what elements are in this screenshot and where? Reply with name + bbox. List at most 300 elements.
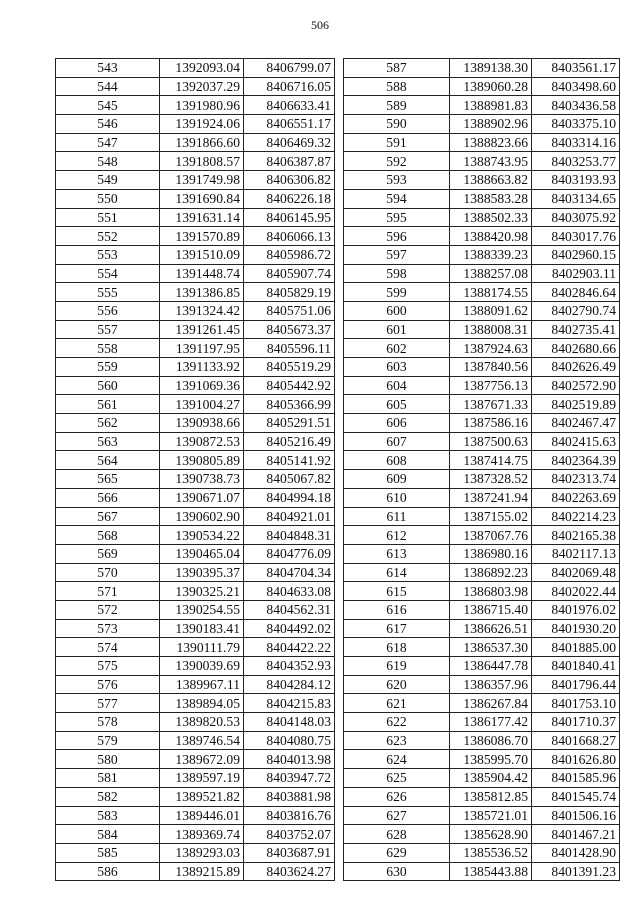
- x-coordinate-cell: 1387671.33: [450, 395, 532, 414]
- y-coordinate-cell: 8405907.74: [244, 264, 335, 283]
- x-coordinate-cell: 1388008.31: [450, 320, 532, 339]
- y-coordinate-cell: 8402790.74: [532, 301, 620, 320]
- point-number-cell: 578: [56, 713, 160, 732]
- x-coordinate-cell: 1390938.66: [160, 414, 244, 433]
- table-row: [56, 133, 335, 152]
- x-coordinate-cell: 1390325.21: [160, 582, 244, 601]
- y-coordinate-cell: 8402519.89: [532, 395, 620, 414]
- table-row: [56, 320, 335, 339]
- table-row: [56, 189, 335, 208]
- table-row: [344, 115, 620, 134]
- x-coordinate-cell: 1390111.79: [160, 638, 244, 657]
- x-coordinate-cell: 1390534.22: [160, 526, 244, 545]
- x-coordinate-cell: 1386892.23: [450, 563, 532, 582]
- point-number-cell: 553: [56, 245, 160, 264]
- point-number-cell: 596: [344, 227, 450, 246]
- point-number-cell: 624: [344, 750, 450, 769]
- x-coordinate-cell: 1388091.62: [450, 301, 532, 320]
- table-row: [344, 395, 620, 414]
- x-coordinate-cell: 1391631.14: [160, 208, 244, 227]
- x-coordinate-cell: 1385443.88: [450, 862, 532, 881]
- table-row: [344, 227, 620, 246]
- point-number-cell: 604: [344, 376, 450, 395]
- x-coordinate-cell: 1391510.09: [160, 245, 244, 264]
- point-number-cell: 554: [56, 264, 160, 283]
- y-coordinate-cell: 8405673.37: [244, 320, 335, 339]
- point-number-cell: 556: [56, 301, 160, 320]
- table-row: [56, 283, 335, 302]
- y-coordinate-cell: 8404633.08: [244, 582, 335, 601]
- y-coordinate-cell: 8403624.27: [244, 862, 335, 881]
- y-coordinate-cell: 8406066.13: [244, 227, 335, 246]
- table-row: [56, 488, 335, 507]
- x-coordinate-cell: 1385995.70: [450, 750, 532, 769]
- x-coordinate-cell: 1389820.53: [160, 713, 244, 732]
- point-number-cell: 628: [344, 825, 450, 844]
- y-coordinate-cell: 8404080.75: [244, 731, 335, 750]
- x-coordinate-cell: 1388902.96: [450, 115, 532, 134]
- point-number-cell: 611: [344, 507, 450, 526]
- x-coordinate-cell: 1389369.74: [160, 825, 244, 844]
- table-row: [56, 750, 335, 769]
- table-row: [56, 451, 335, 470]
- point-number-cell: 543: [56, 59, 160, 78]
- table-row: [344, 787, 620, 806]
- y-coordinate-cell: 8401585.96: [532, 769, 620, 788]
- table-row: [56, 171, 335, 190]
- point-number-cell: 599: [344, 283, 450, 302]
- table-row: [56, 59, 335, 78]
- table-row: [344, 694, 620, 713]
- y-coordinate-cell: 8403947.72: [244, 769, 335, 788]
- y-coordinate-cell: 8405751.06: [244, 301, 335, 320]
- x-coordinate-cell: 1389672.09: [160, 750, 244, 769]
- y-coordinate-cell: 8402263.69: [532, 488, 620, 507]
- point-number-cell: 576: [56, 675, 160, 694]
- point-number-cell: 601: [344, 320, 450, 339]
- y-coordinate-cell: 8406716.05: [244, 77, 335, 96]
- table-row: [344, 245, 620, 264]
- y-coordinate-cell: 8403881.98: [244, 787, 335, 806]
- x-coordinate-cell: 1387414.75: [450, 451, 532, 470]
- y-coordinate-cell: 8406551.17: [244, 115, 335, 134]
- y-coordinate-cell: 8406387.87: [244, 152, 335, 171]
- point-number-cell: 558: [56, 339, 160, 358]
- x-coordinate-cell: 1391866.60: [160, 133, 244, 152]
- point-number-cell: 549: [56, 171, 160, 190]
- table-row: [56, 657, 335, 676]
- x-coordinate-cell: 1391924.06: [160, 115, 244, 134]
- y-coordinate-cell: 8401626.80: [532, 750, 620, 769]
- x-coordinate-cell: 1385628.90: [450, 825, 532, 844]
- point-number-cell: 600: [344, 301, 450, 320]
- y-coordinate-cell: 8404848.31: [244, 526, 335, 545]
- point-number-cell: 580: [56, 750, 160, 769]
- table-row: [56, 713, 335, 732]
- x-coordinate-cell: 1387586.16: [450, 414, 532, 433]
- table-row: [56, 358, 335, 377]
- table-row: [56, 414, 335, 433]
- point-number-cell: 618: [344, 638, 450, 657]
- y-coordinate-cell: 8404284.12: [244, 675, 335, 694]
- y-coordinate-cell: 8404994.18: [244, 488, 335, 507]
- y-coordinate-cell: 8405141.92: [244, 451, 335, 470]
- x-coordinate-cell: 1387840.56: [450, 358, 532, 377]
- point-number-cell: 555: [56, 283, 160, 302]
- point-number-cell: 575: [56, 657, 160, 676]
- table-row: [344, 189, 620, 208]
- point-number-cell: 608: [344, 451, 450, 470]
- y-coordinate-cell: 8402960.15: [532, 245, 620, 264]
- y-coordinate-cell: 8401467.21: [532, 825, 620, 844]
- point-number-cell: 565: [56, 470, 160, 489]
- y-coordinate-cell: 8405067.82: [244, 470, 335, 489]
- point-number-cell: 544: [56, 77, 160, 96]
- y-coordinate-cell: 8404148.03: [244, 713, 335, 732]
- point-number-cell: 559: [56, 358, 160, 377]
- y-coordinate-cell: 8403687.91: [244, 843, 335, 862]
- point-number-cell: 568: [56, 526, 160, 545]
- table-row: [344, 451, 620, 470]
- point-number-cell: 620: [344, 675, 450, 694]
- x-coordinate-cell: 1388420.98: [450, 227, 532, 246]
- y-coordinate-cell: 8406145.95: [244, 208, 335, 227]
- x-coordinate-cell: 1389293.03: [160, 843, 244, 862]
- point-number-cell: 630: [344, 862, 450, 881]
- y-coordinate-cell: 8402572.90: [532, 376, 620, 395]
- table-row: [56, 432, 335, 451]
- x-coordinate-cell: 1387067.76: [450, 526, 532, 545]
- table-row: [344, 59, 620, 78]
- x-coordinate-cell: 1388174.55: [450, 283, 532, 302]
- point-number-cell: 612: [344, 526, 450, 545]
- table-row: [56, 264, 335, 283]
- table-row: [56, 507, 335, 526]
- x-coordinate-cell: 1387924.63: [450, 339, 532, 358]
- y-coordinate-cell: 8403193.93: [532, 171, 620, 190]
- x-coordinate-cell: 1390602.90: [160, 507, 244, 526]
- x-coordinate-cell: 1389967.11: [160, 675, 244, 694]
- y-coordinate-cell: 8403561.17: [532, 59, 620, 78]
- x-coordinate-cell: 1391690.84: [160, 189, 244, 208]
- point-number-cell: 569: [56, 544, 160, 563]
- table-row: [344, 713, 620, 732]
- table-row: [56, 619, 335, 638]
- point-number-cell: 613: [344, 544, 450, 563]
- table-row: [56, 544, 335, 563]
- y-coordinate-cell: 8401391.23: [532, 862, 620, 881]
- point-number-cell: 564: [56, 451, 160, 470]
- table-row: [56, 376, 335, 395]
- x-coordinate-cell: 1391980.96: [160, 96, 244, 115]
- y-coordinate-cell: 8402467.47: [532, 414, 620, 433]
- point-number-cell: 597: [344, 245, 450, 264]
- x-coordinate-cell: 1386803.98: [450, 582, 532, 601]
- point-number-cell: 626: [344, 787, 450, 806]
- x-coordinate-cell: 1392093.04: [160, 59, 244, 78]
- table-row: [344, 619, 620, 638]
- x-coordinate-cell: 1386357.96: [450, 675, 532, 694]
- point-number-cell: 623: [344, 731, 450, 750]
- table-row: [56, 301, 335, 320]
- y-coordinate-cell: 8405291.51: [244, 414, 335, 433]
- table-row: [344, 358, 620, 377]
- x-coordinate-cell: 1386715.40: [450, 600, 532, 619]
- x-coordinate-cell: 1388583.28: [450, 189, 532, 208]
- table-row: [344, 563, 620, 582]
- point-number-cell: 607: [344, 432, 450, 451]
- point-number-cell: 629: [344, 843, 450, 862]
- table-row: [344, 208, 620, 227]
- point-number-cell: 571: [56, 582, 160, 601]
- y-coordinate-cell: 8401796.44: [532, 675, 620, 694]
- x-coordinate-cell: 1390671.07: [160, 488, 244, 507]
- point-number-cell: 593: [344, 171, 450, 190]
- table-row: [344, 301, 620, 320]
- point-number-cell: 581: [56, 769, 160, 788]
- y-coordinate-cell: 8402626.49: [532, 358, 620, 377]
- table-row: [344, 769, 620, 788]
- y-coordinate-cell: 8402022.44: [532, 582, 620, 601]
- x-coordinate-cell: 1391197.95: [160, 339, 244, 358]
- table-row: [344, 133, 620, 152]
- table-row: [56, 339, 335, 358]
- y-coordinate-cell: 8405519.29: [244, 358, 335, 377]
- table-row: [56, 470, 335, 489]
- point-number-cell: 617: [344, 619, 450, 638]
- point-number-cell: 582: [56, 787, 160, 806]
- y-coordinate-cell: 8404422.22: [244, 638, 335, 657]
- x-coordinate-cell: 1390872.53: [160, 432, 244, 451]
- point-number-cell: 573: [56, 619, 160, 638]
- point-number-cell: 563: [56, 432, 160, 451]
- table-row: [56, 526, 335, 545]
- y-coordinate-cell: 8406226.18: [244, 189, 335, 208]
- x-coordinate-cell: 1389746.54: [160, 731, 244, 750]
- y-coordinate-cell: 8404776.09: [244, 544, 335, 563]
- y-coordinate-cell: 8403017.76: [532, 227, 620, 246]
- point-number-cell: 584: [56, 825, 160, 844]
- y-coordinate-cell: 8403253.77: [532, 152, 620, 171]
- point-number-cell: 622: [344, 713, 450, 732]
- x-coordinate-cell: 1386626.51: [450, 619, 532, 638]
- point-number-cell: 598: [344, 264, 450, 283]
- x-coordinate-cell: 1387756.13: [450, 376, 532, 395]
- table-row: [344, 526, 620, 545]
- table-row: [344, 283, 620, 302]
- x-coordinate-cell: 1386980.16: [450, 544, 532, 563]
- y-coordinate-cell: 8404013.98: [244, 750, 335, 769]
- y-coordinate-cell: 8406469.32: [244, 133, 335, 152]
- point-number-cell: 562: [56, 414, 160, 433]
- table-row: [344, 470, 620, 489]
- table-row: [344, 825, 620, 844]
- x-coordinate-cell: 1386086.70: [450, 731, 532, 750]
- table-row: [56, 769, 335, 788]
- y-coordinate-cell: 8403436.58: [532, 96, 620, 115]
- x-coordinate-cell: 1386447.78: [450, 657, 532, 676]
- y-coordinate-cell: 8401710.37: [532, 713, 620, 732]
- point-number-cell: 548: [56, 152, 160, 171]
- x-coordinate-cell: 1388823.66: [450, 133, 532, 152]
- y-coordinate-cell: 8405596.11: [244, 339, 335, 358]
- x-coordinate-cell: 1391133.92: [160, 358, 244, 377]
- y-coordinate-cell: 8401885.00: [532, 638, 620, 657]
- y-coordinate-cell: 8401930.20: [532, 619, 620, 638]
- y-coordinate-cell: 8404215.83: [244, 694, 335, 713]
- x-coordinate-cell: 1388339.23: [450, 245, 532, 264]
- y-coordinate-cell: 8404352.93: [244, 657, 335, 676]
- y-coordinate-cell: 8401545.74: [532, 787, 620, 806]
- point-number-cell: 605: [344, 395, 450, 414]
- y-coordinate-cell: 8403375.10: [532, 115, 620, 134]
- x-coordinate-cell: 1390805.89: [160, 451, 244, 470]
- table-row: [56, 582, 335, 601]
- point-number-cell: 619: [344, 657, 450, 676]
- table-row: [56, 77, 335, 96]
- point-number-cell: 621: [344, 694, 450, 713]
- coordinates-table-left: [55, 58, 335, 881]
- table-row: [344, 77, 620, 96]
- point-number-cell: 583: [56, 806, 160, 825]
- table-row: [344, 171, 620, 190]
- x-coordinate-cell: 1388663.82: [450, 171, 532, 190]
- y-coordinate-cell: 8404704.34: [244, 563, 335, 582]
- table-row: [56, 694, 335, 713]
- y-coordinate-cell: 8402415.63: [532, 432, 620, 451]
- point-number-cell: 610: [344, 488, 450, 507]
- y-coordinate-cell: 8402165.38: [532, 526, 620, 545]
- point-number-cell: 586: [56, 862, 160, 881]
- table-row: [56, 806, 335, 825]
- point-number-cell: 625: [344, 769, 450, 788]
- x-coordinate-cell: 1391324.42: [160, 301, 244, 320]
- x-coordinate-cell: 1391069.36: [160, 376, 244, 395]
- point-number-cell: 587: [344, 59, 450, 78]
- x-coordinate-cell: 1387500.63: [450, 432, 532, 451]
- point-number-cell: 614: [344, 563, 450, 582]
- point-number-cell: 609: [344, 470, 450, 489]
- point-number-cell: 552: [56, 227, 160, 246]
- y-coordinate-cell: 8402680.66: [532, 339, 620, 358]
- y-coordinate-cell: 8405442.92: [244, 376, 335, 395]
- x-coordinate-cell: 1391749.98: [160, 171, 244, 190]
- table-row: [344, 862, 620, 881]
- x-coordinate-cell: 1391448.74: [160, 264, 244, 283]
- y-coordinate-cell: 8403075.92: [532, 208, 620, 227]
- point-number-cell: 594: [344, 189, 450, 208]
- table-row: [344, 432, 620, 451]
- table-row: [344, 376, 620, 395]
- y-coordinate-cell: 8401506.16: [532, 806, 620, 825]
- x-coordinate-cell: 1392037.29: [160, 77, 244, 96]
- table-row: [56, 862, 335, 881]
- point-number-cell: 592: [344, 152, 450, 171]
- y-coordinate-cell: 8404921.01: [244, 507, 335, 526]
- table-row: [344, 582, 620, 601]
- y-coordinate-cell: 8402069.48: [532, 563, 620, 582]
- x-coordinate-cell: 1388257.08: [450, 264, 532, 283]
- x-coordinate-cell: 1390395.37: [160, 563, 244, 582]
- x-coordinate-cell: 1391004.27: [160, 395, 244, 414]
- x-coordinate-cell: 1386177.42: [450, 713, 532, 732]
- x-coordinate-cell: 1387328.52: [450, 470, 532, 489]
- x-coordinate-cell: 1390183.41: [160, 619, 244, 638]
- table-row: [56, 208, 335, 227]
- y-coordinate-cell: 8406306.82: [244, 171, 335, 190]
- y-coordinate-cell: 8405366.99: [244, 395, 335, 414]
- point-number-cell: 572: [56, 600, 160, 619]
- coordinates-table-right: [343, 58, 620, 881]
- y-coordinate-cell: 8404562.31: [244, 600, 335, 619]
- point-number-cell: 602: [344, 339, 450, 358]
- x-coordinate-cell: 1391570.89: [160, 227, 244, 246]
- point-number-cell: 579: [56, 731, 160, 750]
- y-coordinate-cell: 8403134.65: [532, 189, 620, 208]
- point-number-cell: 550: [56, 189, 160, 208]
- x-coordinate-cell: 1389597.19: [160, 769, 244, 788]
- point-number-cell: 577: [56, 694, 160, 713]
- table-row: [344, 675, 620, 694]
- table-row: [56, 843, 335, 862]
- x-coordinate-cell: 1388502.33: [450, 208, 532, 227]
- y-coordinate-cell: 8402735.41: [532, 320, 620, 339]
- table-row: [56, 96, 335, 115]
- table-row: [56, 731, 335, 750]
- y-coordinate-cell: 8401976.02: [532, 600, 620, 619]
- point-number-cell: 567: [56, 507, 160, 526]
- table-row: [344, 96, 620, 115]
- point-number-cell: 588: [344, 77, 450, 96]
- table-row: [56, 115, 335, 134]
- y-coordinate-cell: 8402313.74: [532, 470, 620, 489]
- y-coordinate-cell: 8405216.49: [244, 432, 335, 451]
- x-coordinate-cell: 1389060.28: [450, 77, 532, 96]
- table-row: [344, 750, 620, 769]
- point-number-cell: 566: [56, 488, 160, 507]
- point-number-cell: 557: [56, 320, 160, 339]
- table-row: [56, 152, 335, 171]
- x-coordinate-cell: 1390039.69: [160, 657, 244, 676]
- x-coordinate-cell: 1391261.45: [160, 320, 244, 339]
- table-row: [344, 320, 620, 339]
- table-row: [56, 825, 335, 844]
- x-coordinate-cell: 1389215.89: [160, 862, 244, 881]
- y-coordinate-cell: 8402214.23: [532, 507, 620, 526]
- y-coordinate-cell: 8401753.10: [532, 694, 620, 713]
- point-number-cell: 616: [344, 600, 450, 619]
- point-number-cell: 603: [344, 358, 450, 377]
- y-coordinate-cell: 8405986.72: [244, 245, 335, 264]
- x-coordinate-cell: 1389521.82: [160, 787, 244, 806]
- y-coordinate-cell: 8402117.13: [532, 544, 620, 563]
- table-row: [56, 600, 335, 619]
- point-number-cell: 591: [344, 133, 450, 152]
- y-coordinate-cell: 8403816.76: [244, 806, 335, 825]
- point-number-cell: 606: [344, 414, 450, 433]
- table-row: [344, 843, 620, 862]
- x-coordinate-cell: 1391386.85: [160, 283, 244, 302]
- table-row: [344, 414, 620, 433]
- table-row: [344, 806, 620, 825]
- table-row: [344, 638, 620, 657]
- point-number-cell: 547: [56, 133, 160, 152]
- y-coordinate-cell: 8404492.02: [244, 619, 335, 638]
- point-number-cell: 615: [344, 582, 450, 601]
- x-coordinate-cell: 1391808.57: [160, 152, 244, 171]
- y-coordinate-cell: 8401840.41: [532, 657, 620, 676]
- page-number: 506: [311, 18, 329, 32]
